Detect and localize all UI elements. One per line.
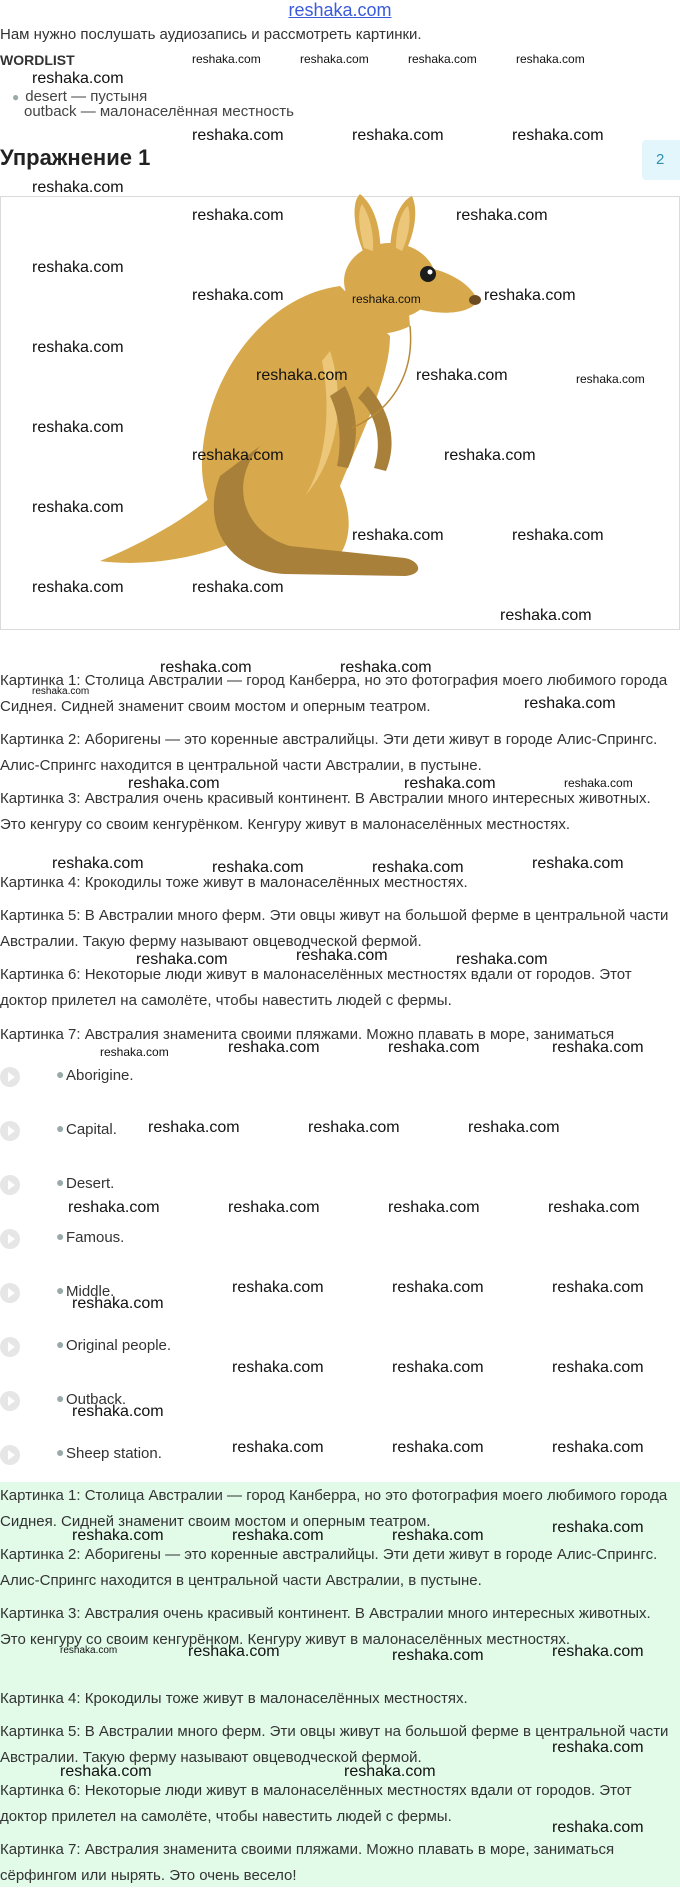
watermark: reshaka.com: [444, 447, 536, 464]
play-icon[interactable]: [0, 1175, 20, 1195]
audio-word: Original people.: [66, 1337, 172, 1354]
watermark: reshaka.com: [512, 127, 604, 144]
watermark: reshaka.com: [32, 179, 124, 196]
watermark: reshaka.com: [72, 1403, 164, 1420]
site-link[interactable]: reshaka.com: [288, 0, 392, 20]
watermark: reshaka.com: [52, 855, 144, 872]
watermark: reshaka.com: [552, 1519, 644, 1536]
description-4: Картинка 4: Крокодилы тоже живут в малонаселённых местностях.: [0, 874, 468, 891]
watermark: reshaka.com: [352, 292, 421, 306]
audio-item: [0, 1172, 300, 1198]
audio-item: [0, 1334, 300, 1360]
play-icon[interactable]: [0, 1283, 20, 1303]
watermark: reshaka.com: [564, 776, 633, 790]
translation-1: Картинка 1: Столица Австралии — город Канберра, но это фотография моего любимого города Сиднея. Сидней знаменит своим мостом и оперным театром.: [0, 1487, 668, 1530]
watermark: reshaka.com: [344, 1763, 436, 1780]
watermark: reshaka.com: [192, 52, 261, 66]
wordlist-title: WORDLIST: [0, 52, 75, 68]
watermark: reshaka.com: [32, 499, 124, 516]
audio-item: [0, 1226, 300, 1252]
watermark: reshaka.com: [232, 1279, 324, 1296]
watermark: reshaka.com: [404, 775, 496, 792]
description-3: Картинка 3: Австралия очень красивый континент. В Австралии много интересных животных. Это кенгуру со своим кенгурёнком. Кенгуру живут в малонаселённых местностях.: [0, 790, 651, 833]
watermark: reshaka.com: [552, 1643, 644, 1660]
audio-word: Sheep station.: [66, 1445, 162, 1462]
watermark: reshaka.com: [188, 1643, 280, 1660]
kangaroo-eye: [420, 266, 436, 282]
bullet-icon: ●: [56, 1174, 65, 1190]
watermark: reshaka.com: [32, 419, 124, 436]
watermark: reshaka.com: [160, 659, 252, 676]
watermark: reshaka.com: [228, 1199, 320, 1216]
kangaroo-illustration: [90, 196, 510, 576]
watermark: reshaka.com: [552, 1039, 644, 1056]
description-7: Картинка 7: Австралия знаменита своими пляжами. Можно плавать в море, заниматься: [0, 1026, 615, 1043]
watermark: reshaka.com: [100, 1045, 169, 1059]
watermark: reshaka.com: [72, 1527, 164, 1544]
kangaroo-nose: [469, 295, 481, 305]
watermark: reshaka.com: [32, 339, 124, 356]
watermark: reshaka.com: [392, 1279, 484, 1296]
watermark: reshaka.com: [296, 947, 388, 964]
watermark: reshaka.com: [60, 1645, 118, 1656]
watermark: reshaka.com: [212, 859, 304, 876]
play-icon[interactable]: [0, 1337, 20, 1357]
watermark: reshaka.com: [552, 1819, 644, 1836]
watermark: reshaka.com: [552, 1279, 644, 1296]
watermark: reshaka.com: [408, 52, 477, 66]
translation-6: Картинка 6: Некоторые люди живут в малонаселённых местностях вдали от городов. Этот доктор прилетел на самолёте, чтобы навестить людей с фермы.: [0, 1782, 632, 1825]
watermark: reshaka.com: [392, 1359, 484, 1376]
translation-2: Картинка 2: Аборигены — это коренные австралийцы. Эти дети живут в городе Алис-Спрингс. Алис-Спрингс находится в центральной части Австралии, в пустыне.: [0, 1546, 658, 1589]
watermark: reshaka.com: [532, 855, 624, 872]
watermark: reshaka.com: [32, 259, 124, 276]
watermark: reshaka.com: [500, 607, 592, 624]
description-1: Картинка 1: Столица Австралии — город Канберра, но это фотография моего любимого города Сиднея. Сидней знаменит своим мостом и оперным театром.: [0, 672, 668, 715]
bullet-icon: ●: [56, 1066, 65, 1082]
watermark: reshaka.com: [68, 1199, 160, 1216]
watermark: reshaka.com: [308, 1119, 400, 1136]
watermark: reshaka.com: [136, 951, 228, 968]
audio-item: [0, 1064, 300, 1090]
play-icon[interactable]: [0, 1229, 20, 1249]
bullet-icon: ●: [56, 1336, 65, 1352]
play-icon[interactable]: [0, 1391, 20, 1411]
exercise-title: Упражнение 1: [0, 145, 151, 170]
audio-word: Capital.: [66, 1121, 117, 1138]
translation-3: Картинка 3: Австралия очень красивый континент. В Австралии много интересных животных. Это кенгуру со своим кенгурёнком. Кенгуру живут в малонаселённых местностях.: [0, 1605, 651, 1648]
watermark: reshaka.com: [192, 207, 284, 224]
translation-7: Картинка 7: Австралия знаменита своими пляжами. Можно плавать в море, заниматься сёрфингом или нырять. Это очень весело!: [0, 1841, 615, 1884]
watermark: reshaka.com: [392, 1527, 484, 1544]
watermark: reshaka.com: [32, 686, 90, 697]
watermark: reshaka.com: [552, 1739, 644, 1756]
bullet-icon: ●: [56, 1282, 65, 1298]
watermark: reshaka.com: [388, 1039, 480, 1056]
translation-5: Картинка 5: В Австралии много ферм. Эти овцы живут на большой ферме в центральной части Австралии. Такую ферму называют овцеводческой фермой.: [0, 1723, 669, 1766]
watermark: reshaka.com: [516, 52, 585, 66]
watermark: reshaka.com: [552, 1359, 644, 1376]
description-5: Картинка 5: В Австралии много ферм. Эти овцы живут на большой ферме в центральной части Австралии. Такую ферму называют овцеводческой фермой.: [0, 907, 669, 950]
play-icon[interactable]: [0, 1067, 20, 1087]
watermark: reshaka.com: [416, 367, 508, 384]
watermark: reshaka.com: [468, 1119, 560, 1136]
wordlist-item: ● desert — пустыня: [12, 88, 148, 105]
bullet-icon: ●: [56, 1444, 65, 1460]
watermark: reshaka.com: [576, 372, 645, 386]
watermark: reshaka.com: [192, 447, 284, 464]
watermark: reshaka.com: [256, 367, 348, 384]
page-badge[interactable]: 2: [642, 140, 680, 180]
wordlist-item-clipped: outback — малонаселённая местность: [24, 103, 294, 120]
watermark: reshaka.com: [388, 1199, 480, 1216]
intro-text: Нам нужно послушать аудиозапись и рассмотреть картинки.: [0, 26, 422, 43]
watermark: reshaka.com: [300, 52, 369, 66]
watermark: reshaka.com: [232, 1359, 324, 1376]
watermark: reshaka.com: [228, 1039, 320, 1056]
watermark: reshaka.com: [32, 579, 124, 596]
watermark: reshaka.com: [232, 1439, 324, 1456]
watermark: reshaka.com: [352, 127, 444, 144]
watermark: reshaka.com: [524, 695, 616, 712]
watermark: reshaka.com: [392, 1439, 484, 1456]
watermark: reshaka.com: [192, 579, 284, 596]
bullet-icon: ●: [56, 1120, 65, 1136]
watermark: reshaka.com: [232, 1527, 324, 1544]
watermark: reshaka.com: [548, 1199, 640, 1216]
watermark: reshaka.com: [552, 1439, 644, 1456]
bullet-icon: ●: [56, 1390, 65, 1406]
watermark: reshaka.com: [60, 1763, 152, 1780]
watermark: reshaka.com: [148, 1119, 240, 1136]
description-6: Картинка 6: Некоторые люди живут в малонаселённых местностях вдали от городов. Этот доктор прилетел на самолёте, чтобы навестить людей с фермы.: [0, 966, 632, 1009]
bullet-icon: ●: [56, 1228, 65, 1244]
audio-word: Famous.: [66, 1229, 125, 1246]
watermark: reshaka.com: [32, 70, 124, 87]
watermark: reshaka.com: [352, 527, 444, 544]
watermark: reshaka.com: [456, 207, 548, 224]
audio-word: Middle.: [66, 1283, 115, 1300]
audio-word: Aborigine.: [66, 1067, 134, 1084]
watermark: reshaka.com: [512, 527, 604, 544]
watermark: reshaka.com: [392, 1647, 484, 1664]
watermark: reshaka.com: [456, 951, 548, 968]
audio-word: Desert.: [66, 1175, 115, 1192]
watermark: reshaka.com: [72, 1295, 164, 1312]
play-icon[interactable]: [0, 1121, 20, 1141]
watermark: reshaka.com: [128, 775, 220, 792]
play-icon[interactable]: [0, 1445, 20, 1465]
bullet-icon: ●: [12, 90, 20, 104]
translation-4: Картинка 4: Крокодилы тоже живут в малонаселённых местностях.: [0, 1690, 468, 1707]
audio-word: Outback.: [66, 1391, 127, 1408]
watermark: reshaka.com: [372, 859, 464, 876]
watermark: reshaka.com: [192, 127, 284, 144]
watermark: reshaka.com: [340, 659, 432, 676]
watermark: reshaka.com: [484, 287, 576, 304]
description-2: Картинка 2: Аборигены — это коренные австралийцы. Эти дети живут в городе Алис-Спрингс. Алис-Спрингс находится в центральной части Австралии, в пустыне.: [0, 731, 658, 774]
watermark: reshaka.com: [192, 287, 284, 304]
